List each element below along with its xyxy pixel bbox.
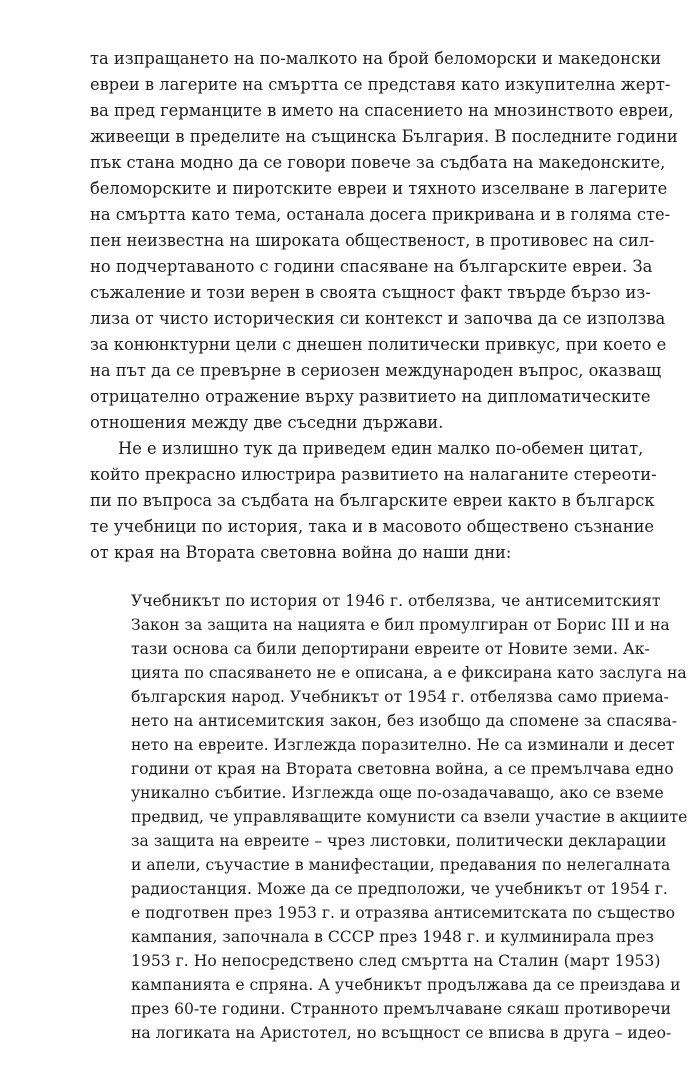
body-line: пък стана модно да се говори повече за съдбата на македонските, <box>90 153 666 172</box>
body-line: пи по въпроса за съдбата на българските евреи както в българск <box>90 491 655 510</box>
quote-line: нето на евреите. Изглежда поразително. Не са изминали и десет <box>131 736 675 754</box>
body-line: живеещи в пределите на същинска България. В последните години <box>90 127 678 146</box>
quote-line: радиостанция. Може да се предположи, че учебникът от 1954 г. <box>131 880 668 898</box>
quote-line: цията по спасяването не е описана, а е фиксирана като заслуга на <box>131 664 687 682</box>
body-line: та изпращането на по-малкото на брой беломорски и македонски <box>90 49 662 68</box>
body-line: съжаление и този верен в своята същност факт твърде бързо из- <box>90 283 651 302</box>
quote-line: българския народ. Учебникът от 1954 г. отбелязва само приема- <box>131 688 669 706</box>
body-line: беломорските и пиротските евреи и тяхното изселване в лагерите <box>90 179 668 198</box>
body-line: отношения между две съседни държави. <box>90 413 444 432</box>
quote-line: през 60-те години. Странното премълчаване сякаш противоречи <box>131 1000 671 1018</box>
quote-line: 1953 г. Но непосредствено след смъртта на Сталин (март 1953) <box>131 952 661 970</box>
quote-line: кампанията е спряна. А учебникът продължава да се преиздава и <box>131 976 681 994</box>
body-line: Не е излишно тук да приведем един малко по-обемен цитат, <box>118 439 644 458</box>
quote-line: уникално събитие. Изглежда още по-озадачаващо, ако се вземе <box>131 784 664 802</box>
quote-line: години от края на Втората световна война, а се премълчава едно <box>131 760 674 778</box>
quote-line: Закон за защита на нацията е бил промулгиран от Борис III и на <box>131 616 670 634</box>
quote-line: предвид, че управляващите комунисти са взели участие в акциите <box>131 808 688 826</box>
quote-line: е подготвен през 1953 г. и отразява антисемитската по същество <box>131 904 676 922</box>
body-line: но подчертаваното с години спасяване на българските евреи. За <box>90 257 653 276</box>
body-line: пен неизвестна на широката общественост, в противовес на сил- <box>90 231 655 250</box>
body-line: лиза от чисто историческия си контекст и започва да се използва <box>90 309 666 328</box>
body-line: отрицателно отражение върху развитието на дипломатическите <box>90 387 651 406</box>
quote-line: тази основа са били депортирани евреите от Новите земи. Ак- <box>131 640 650 658</box>
body-line: на смъртта като тема, останала досега прикривана и в голяма сте- <box>90 205 671 224</box>
quote-line: на логиката на Аристотел, но всъщност се вписва в друга – идео- <box>131 1024 672 1042</box>
quote-line: нето на антисемитския закон, без изобщо да спомене за спасява- <box>131 712 677 730</box>
body-line: който прекрасно илюстрира развитието на налаганите стереоти- <box>90 465 657 484</box>
body-line: от края на Втората световна война до наши дни: <box>90 543 512 562</box>
body-line: ва пред германците в името на спасението на мнозинството евреи, <box>90 101 674 120</box>
quote-line: Учебникът по история от 1946 г. отбелязва, че антисемитският <box>131 592 661 610</box>
body-line: евреи в лагерите на смъртта се представя като изкупителна жерт- <box>90 75 671 94</box>
quote-line: за защита на евреите – чрез листовки, политически декларации <box>131 832 667 850</box>
body-line: те учебници по история, така и в масовото обществено съзнание <box>90 517 655 536</box>
quote-line: и апели, съучастие в манифестации, предавания по нелегалната <box>131 856 671 874</box>
body-line: за конюнктурни цели с днешен политически привкус, при което е <box>90 335 667 354</box>
quote-line: кампания, започнала в СССР през 1948 г. и кулминирала през <box>131 928 654 946</box>
body-line: на път да се превърне в сериозен международен въпрос, оказващ <box>90 361 662 380</box>
